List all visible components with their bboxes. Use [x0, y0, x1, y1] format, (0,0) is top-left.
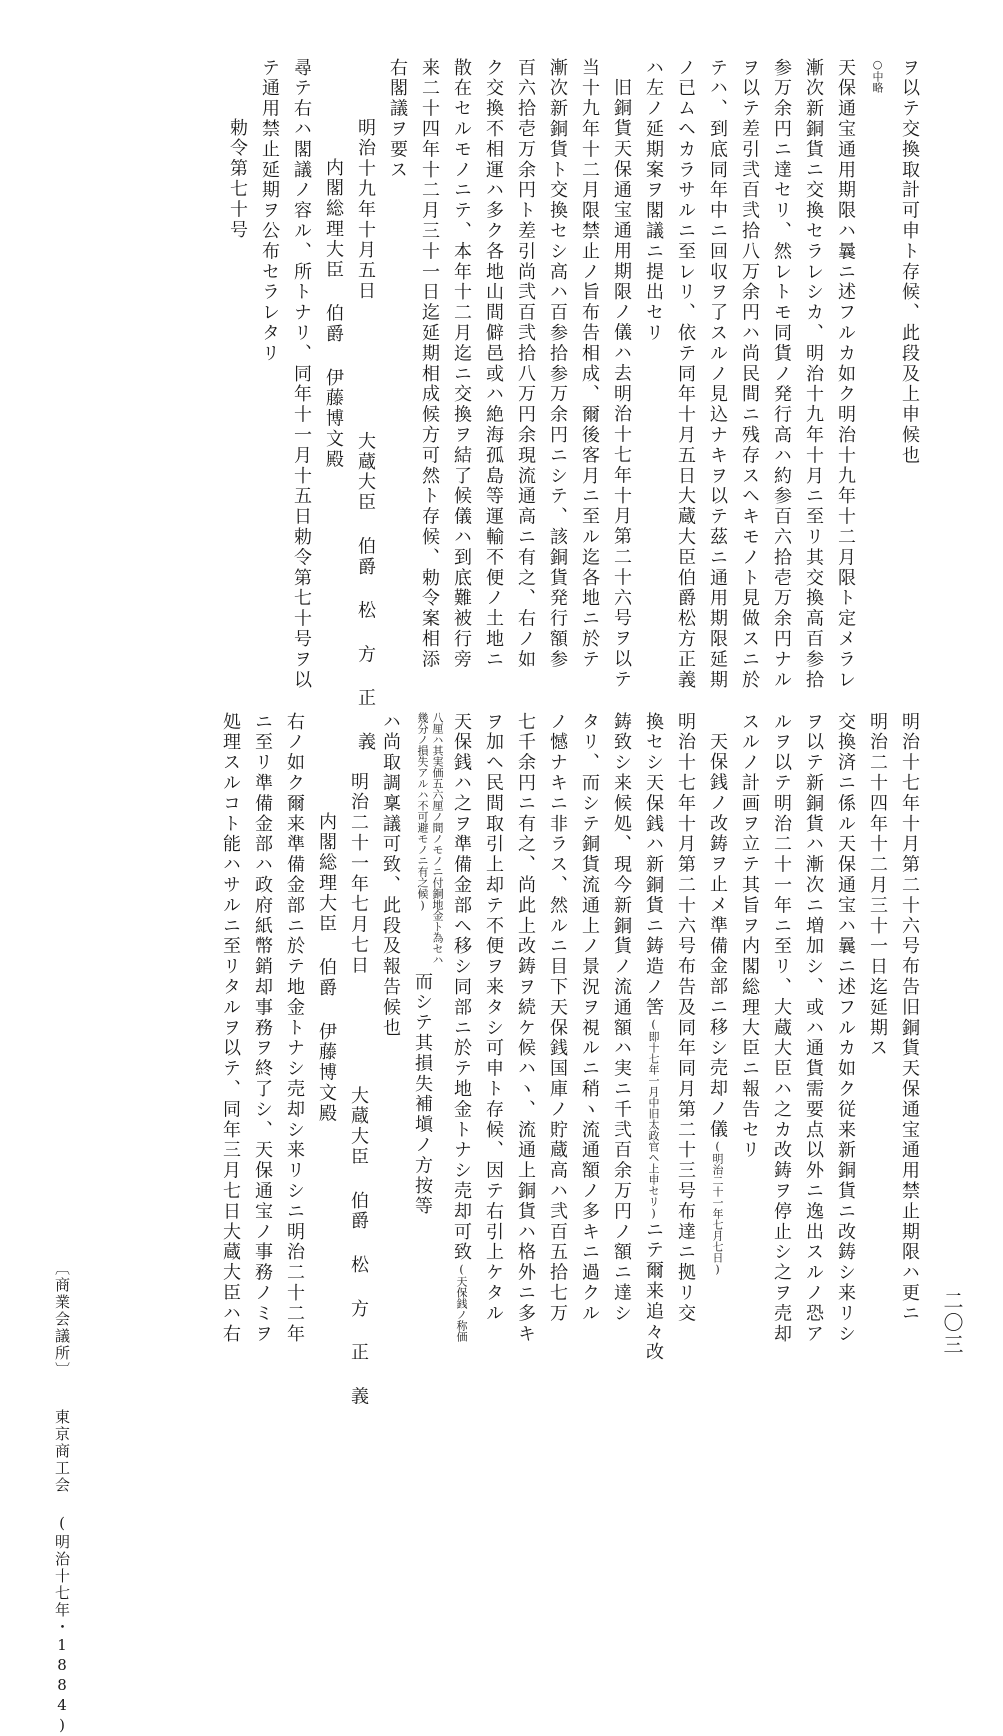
signature-line: [349, 58, 381, 753]
text-line: 天保通宝通用期限ハ曩ニ述フルカ如ク明治十九年十二月限ト定メラレ: [835, 58, 856, 691]
text-line: テ通用禁止延期ヲ公布セラレタリ: [259, 58, 280, 364]
quoted-line: 旧銅貨天保通宝通用期限ノ儀ハ去明治十七年十月第二十六号ヲ以テ: [611, 78, 632, 690]
quoted-line: ノ憾ナキニ非ラス、然ルニ目下天保銭国庫ノ貯蔵高ハ弐百五拾七万: [547, 712, 568, 1324]
quoted-line: タリ、而シテ銅貨流通上ノ景況ヲ視ルニ稍ヽ流通額ノ多キニ過クル: [579, 712, 600, 1324]
text-line: 明治二十四年十二月三十一日迄延期ス: [867, 712, 888, 1059]
text-line: 交換済ニ係ル天保通宝ハ曩ニ述フルカ如ク従来新銅貨ニ改鋳シ来リシ: [835, 712, 856, 1345]
lower-text-block: [214, 712, 925, 1407]
proposal-title-line: [701, 712, 733, 1352]
text-line: ヲ以テ交換取計可申ト存候、此段及上申候也: [899, 58, 920, 466]
quoted-line: 百六拾壱万余円ト差引尚弐百弐拾八万円余現流通高ニ有之、右ノ如: [515, 58, 536, 670]
quoted-line: 換セシ天保銭ハ新銅貨ニ鋳造ノ筈(即十七年一月中旧太政官ヘ上申セリ)ニテ爾来追々改: [643, 712, 664, 1363]
text-line: ノ已ムヘカラサルニ至レリ、依テ同年十月五日大蔵大臣伯爵松方正義: [675, 58, 696, 691]
quoted-line: 天保銭ハ之ヲ準備金部ヘ移シ同部ニ於テ地金トナシ売却可致(天保銭ノ称価: [451, 712, 472, 1342]
text-line: ハ左ノ延期案ヲ閣議ニ提出セリ: [643, 58, 664, 344]
text-line: 尋テ右ハ閣議ノ容ル、所トナリ、同年十一月十五日勅令第七十号ヲ以: [291, 58, 312, 691]
quoted-line: 鋳致シ来候処、現今新銅貨ノ流通額ハ実ニ千弐百余万円ノ額ニ達シ: [611, 712, 632, 1324]
text-line: テハ、到底同年中ニ回収ヲ了スルノ見込ナキヲ以テ茲ニ通用期限延期: [707, 58, 728, 691]
footer-date: (明治十七年・1884): [53, 1514, 71, 1736]
text-line: ニ至リ準備金部ハ政府紙幣銷却事務ヲ終了シ、天保通宝ノ事務ノミヲ: [252, 712, 273, 1345]
text-line: ヲ以テ差引弐百弐拾八万余円ハ尚民間ニ残存スヘキモノト見做スニ於: [739, 58, 760, 691]
omission-mark: ○中略: [871, 58, 884, 93]
text-line: 右ノ如ク爾来準備金部ニ於テ地金トナシ売却シ来リシニ明治二十二年: [284, 712, 305, 1345]
signature-line: [342, 712, 374, 1407]
text-line: スルノ計画ヲ立テ其旨ヲ内閣総理大臣ニ報告セリ: [739, 712, 760, 1161]
text-line: 明治十七年十月第二十六号布告旧銅貨天保通宝通用禁止期限ハ更ニ: [899, 712, 920, 1324]
footer-org: 東京商工会: [53, 1409, 71, 1494]
footer-source: 〔商業会議所〕: [53, 1260, 71, 1379]
quoted-line: ク交換不相運ハ多ク各地山間僻邑或ハ絶海孤島等運輸不便ノ土地ニ: [483, 58, 504, 670]
inline-note: (即十七年一月中旧太政官ヘ上申セリ): [647, 1018, 660, 1220]
proposal-date-note: (明治二十一年七月七日): [711, 1140, 724, 1276]
signature-date: 明治十九年十月五日: [355, 118, 376, 302]
inline-note: 八厘ハ其実価五六厘ノ間ノモノニ付銅地金ト為セハ幾分ノ損失アルハ不可避モノニ有之候): [416, 712, 444, 965]
text-line: 処理スルコト能ハサルニ至リタルヲ以テ、同年三月七日大蔵大臣ハ右: [220, 712, 241, 1345]
quoted-line: 来二十四年十二月三十一日迄延期相成候方可然ト存候、勅令案相添: [419, 58, 440, 670]
text-line: ヲ以テ新銅貨ハ漸次ニ増加シ、或ハ通貨需要点以外ニ逸出スルノ恐ア: [803, 712, 824, 1345]
text-line: 漸次新銅貨ニ交換セラレシカ、明治十九年十月ニ至リ其交換高百参拾: [803, 58, 824, 691]
quoted-line: 明治十七年十月第二十六号布告及同年同月第二十三号布達ニ拠リ交: [675, 712, 696, 1324]
page-footer: [52, 1260, 73, 1736]
text-line: ルヲ以テ明治二十一年ニ至リ、大蔵大臣ハ之カ改鋳ヲ停止シ之ヲ売却: [771, 712, 792, 1345]
page-number: 二〇三: [940, 1290, 964, 1356]
signature-minister: 大蔵大臣 伯爵 松 方 正 義: [355, 431, 376, 753]
text-line: 参万余円ニ達セリ、然レトモ同貨ノ発行高ハ約参百六拾壱万余円ナル: [771, 58, 792, 691]
quoted-line: 右閣議ヲ要ス: [387, 58, 408, 181]
quoted-line: ハ尚取調稟議可致、此段及報告候也: [380, 712, 401, 1039]
signature-addressee: 内閣総理大臣 伯爵 伊藤博文殿: [316, 812, 337, 1124]
signature-date: 明治二十一年七月七日: [348, 772, 369, 976]
signature-addressee: 内閣総理大臣 伯爵 伊藤博文殿: [323, 158, 344, 470]
inline-note: (天保銭ノ称価: [455, 1262, 468, 1342]
quoted-line: 当十九年十二月限禁止ノ旨布告相成、爾後客月ニ至ル迄各地ニ於テ: [579, 58, 600, 670]
ordinance-title: 勅令第七十号: [227, 118, 248, 241]
signature-minister: 大蔵大臣 伯爵 松 方 正 義: [348, 1086, 369, 1407]
quoted-line: 七千余円ニ有之、尚此上改鋳ヲ続ケ候ハヽ、流通上銅貨ハ格外ニ多キ: [515, 712, 536, 1345]
quoted-line: 八厘ハ其実価五六厘ノ間ノモノニ付銅地金ト為セハ幾分ノ損失アルハ不可避モノニ有之候)而シテ其損失補塡ノ方按等: [412, 712, 444, 1217]
upper-text-block: [221, 58, 925, 753]
quoted-line: 漸次新銅貨ト交換セシ高ハ百参拾参万余円ニシテ、該銅貨発行額参: [547, 58, 568, 670]
proposal-title: 天保銭ノ改鋳ヲ止メ準備金部ニ移シ売却ノ儀: [707, 732, 728, 1140]
quoted-line: 散在セルモノニテ、本年十二月迄ニ交換ヲ結了候儀ハ到底難被行旁: [451, 58, 472, 670]
quoted-line: ヲ加ヘ民間取引上却テ不便ヲ来タシ可申ト存候、因テ右引上ケタル: [483, 712, 504, 1324]
